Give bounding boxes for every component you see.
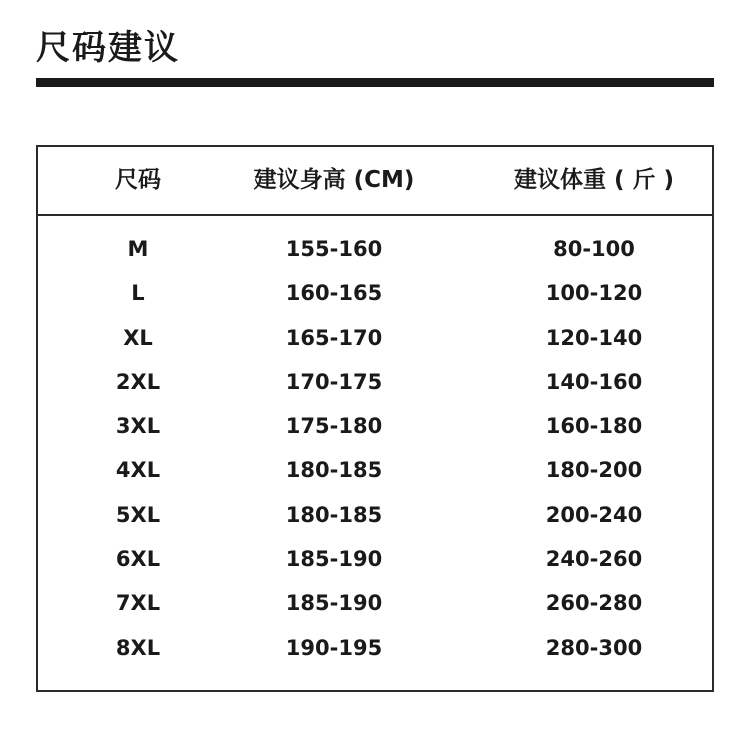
height-cell: 190-195 — [285, 635, 383, 660]
size-cell: 7XL — [115, 591, 161, 616]
header-weight: 建议体重 ( 斤 ) — [513, 167, 675, 193]
height-cell: 185-190 — [285, 591, 383, 616]
table-row — [38, 626, 712, 670]
table-row — [38, 271, 712, 315]
table-body — [38, 227, 712, 670]
header-size: 尺码 — [115, 167, 161, 193]
size-cell: L — [131, 281, 145, 306]
weight-cell: 140-160 — [545, 369, 643, 394]
size-cell: 8XL — [115, 635, 161, 660]
table-header-row — [38, 147, 712, 216]
height-cell: 160-165 — [285, 281, 383, 306]
header-height: 建议身高 (CM) — [253, 167, 415, 193]
weight-cell: 180-200 — [545, 458, 643, 483]
size-cell: XL — [123, 325, 153, 350]
height-cell: 170-175 — [285, 369, 383, 394]
size-cell: 4XL — [115, 458, 161, 483]
title-divider — [36, 78, 714, 87]
page-title: 尺码建议 — [36, 28, 180, 68]
size-chart-table — [36, 145, 714, 692]
table-row — [38, 404, 712, 448]
size-cell: 3XL — [115, 414, 161, 439]
table-row — [38, 448, 712, 492]
table-row — [38, 360, 712, 404]
weight-cell: 100-120 — [545, 281, 643, 306]
table-row — [38, 316, 712, 360]
weight-cell: 120-140 — [545, 325, 643, 350]
weight-cell: 160-180 — [545, 414, 643, 439]
table-row — [38, 581, 712, 625]
height-cell: 175-180 — [285, 414, 383, 439]
size-cell: 6XL — [115, 547, 161, 572]
weight-cell: 240-260 — [545, 547, 643, 572]
height-cell: 165-170 — [285, 325, 383, 350]
table-row — [38, 227, 712, 271]
weight-cell: 200-240 — [545, 502, 643, 527]
table-row — [38, 493, 712, 537]
height-cell: 180-185 — [285, 458, 383, 483]
height-cell: 185-190 — [285, 547, 383, 572]
height-cell: 155-160 — [285, 237, 383, 261]
table-row — [38, 537, 712, 581]
weight-cell: 260-280 — [545, 591, 643, 616]
weight-cell: 280-300 — [545, 635, 643, 660]
weight-cell: 80-100 — [553, 237, 635, 261]
size-cell: 2XL — [115, 369, 161, 394]
size-cell: 5XL — [115, 502, 161, 527]
height-cell: 180-185 — [285, 502, 383, 527]
size-cell: M — [127, 237, 149, 261]
